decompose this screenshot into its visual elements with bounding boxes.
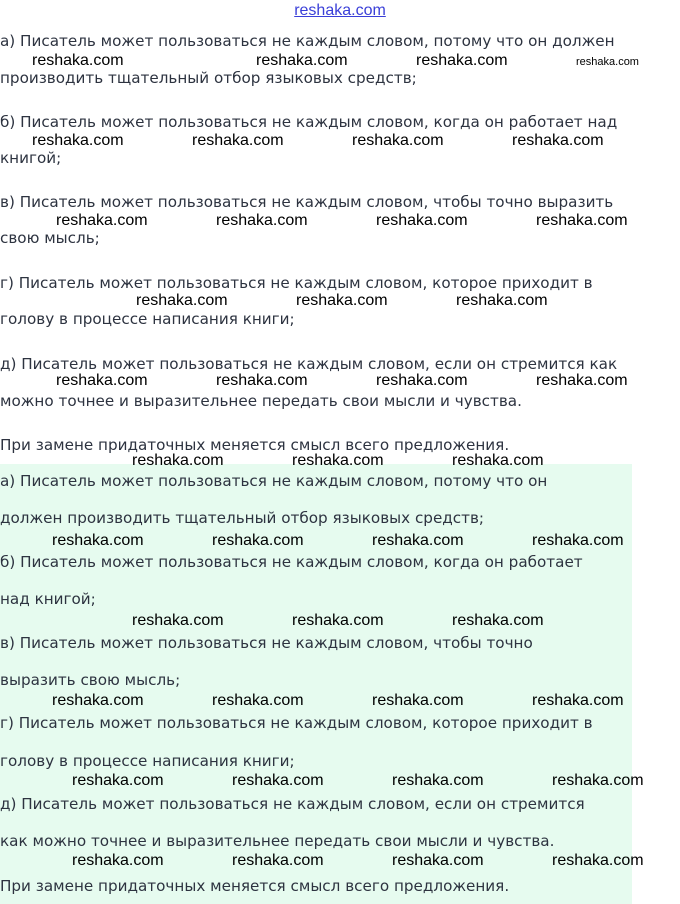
watermark: reshaka.com: [232, 852, 324, 869]
question-line: б) Писатель может пользоваться не каждым словом, когда он работает над: [0, 113, 618, 131]
answer-line: б) Писатель может пользоваться не каждым словом, когда он работает: [0, 553, 583, 571]
question-line: а) Писатель может пользоваться не каждым словом, потому что он должен: [0, 32, 615, 50]
answer-line: а) Писатель может пользоваться не каждым словом, потому что он: [0, 472, 548, 490]
question-line: голову в процессе написания книги;: [0, 310, 295, 328]
watermark: reshaka.com: [52, 692, 144, 709]
answer-line: выразить свою мысль;: [0, 671, 181, 689]
watermark: reshaka.com: [532, 692, 624, 709]
watermark: reshaka.com: [452, 612, 544, 629]
watermark: reshaka.com: [72, 772, 164, 789]
watermark: reshaka.com: [132, 612, 224, 629]
watermark: reshaka.com: [392, 852, 484, 869]
watermark: reshaka.com: [216, 212, 308, 229]
watermark: reshaka.com: [376, 212, 468, 229]
watermark: reshaka.com: [32, 52, 124, 69]
question-line: При замене придаточных меняется смысл всего предложения.: [0, 436, 510, 454]
watermark: reshaka.com: [552, 772, 644, 789]
question-line: книгой;: [0, 149, 62, 167]
question-line: свою мысль;: [0, 229, 100, 247]
watermark: reshaka.com: [232, 772, 324, 789]
answer-line: При замене придаточных меняется смысл всего предложения.: [0, 877, 510, 895]
watermark: reshaka.com: [72, 852, 164, 869]
question-line: можно точнее и выразительнее передать свои мысли и чувства.: [0, 392, 522, 410]
watermark: reshaka.com: [256, 52, 348, 69]
watermark: reshaka.com: [536, 372, 628, 389]
watermark: reshaka.com: [192, 132, 284, 149]
question-line: д) Писатель может пользоваться не каждым словом, если он стремится как: [0, 355, 618, 373]
watermark: reshaka.com: [552, 852, 644, 869]
watermark: reshaka.com: [56, 372, 148, 389]
question-line: в) Писатель может пользоваться не каждым словом, чтобы точно выразить: [0, 193, 614, 211]
site-logo-link[interactable]: reshaka.com: [294, 2, 386, 19]
watermark: reshaka.com: [212, 692, 304, 709]
watermark: reshaka.com: [372, 532, 464, 549]
watermark: reshaka.com: [576, 56, 639, 68]
answer-line: д) Писатель может пользоваться не каждым словом, если он стремится: [0, 795, 585, 813]
watermark: reshaka.com: [456, 292, 548, 309]
watermark: reshaka.com: [376, 372, 468, 389]
watermark: reshaka.com: [216, 372, 308, 389]
watermark: reshaka.com: [416, 52, 508, 69]
answer-line: в) Писатель может пользоваться не каждым словом, чтобы точно: [0, 634, 533, 652]
watermark: reshaka.com: [292, 612, 384, 629]
watermark: reshaka.com: [352, 132, 444, 149]
question-line: г) Писатель может пользоваться не каждым словом, которое приходит в: [0, 274, 593, 292]
watermark: reshaka.com: [512, 132, 604, 149]
watermark: reshaka.com: [532, 532, 624, 549]
watermark: reshaka.com: [212, 532, 304, 549]
watermark: reshaka.com: [136, 292, 228, 309]
watermark: reshaka.com: [292, 452, 384, 469]
question-line: производить тщательный отбор языковых средств;: [0, 69, 417, 87]
watermark: reshaka.com: [296, 292, 388, 309]
watermark: reshaka.com: [372, 692, 464, 709]
watermark: reshaka.com: [536, 212, 628, 229]
answer-line: г) Писатель может пользоваться не каждым словом, которое приходит в: [0, 714, 593, 732]
answer-line: как можно точнее и выразительнее передать свои мысли и чувства.: [0, 832, 555, 850]
answer-line: голову в процессе написания книги;: [0, 752, 295, 770]
watermark: reshaka.com: [52, 532, 144, 549]
watermark: reshaka.com: [392, 772, 484, 789]
watermark: reshaka.com: [32, 132, 124, 149]
watermark: reshaka.com: [452, 452, 544, 469]
watermark: reshaka.com: [132, 452, 224, 469]
watermark: reshaka.com: [56, 212, 148, 229]
answer-line: должен производить тщательный отбор языковых средств;: [0, 509, 485, 527]
answer-line: над книгой;: [0, 590, 96, 608]
